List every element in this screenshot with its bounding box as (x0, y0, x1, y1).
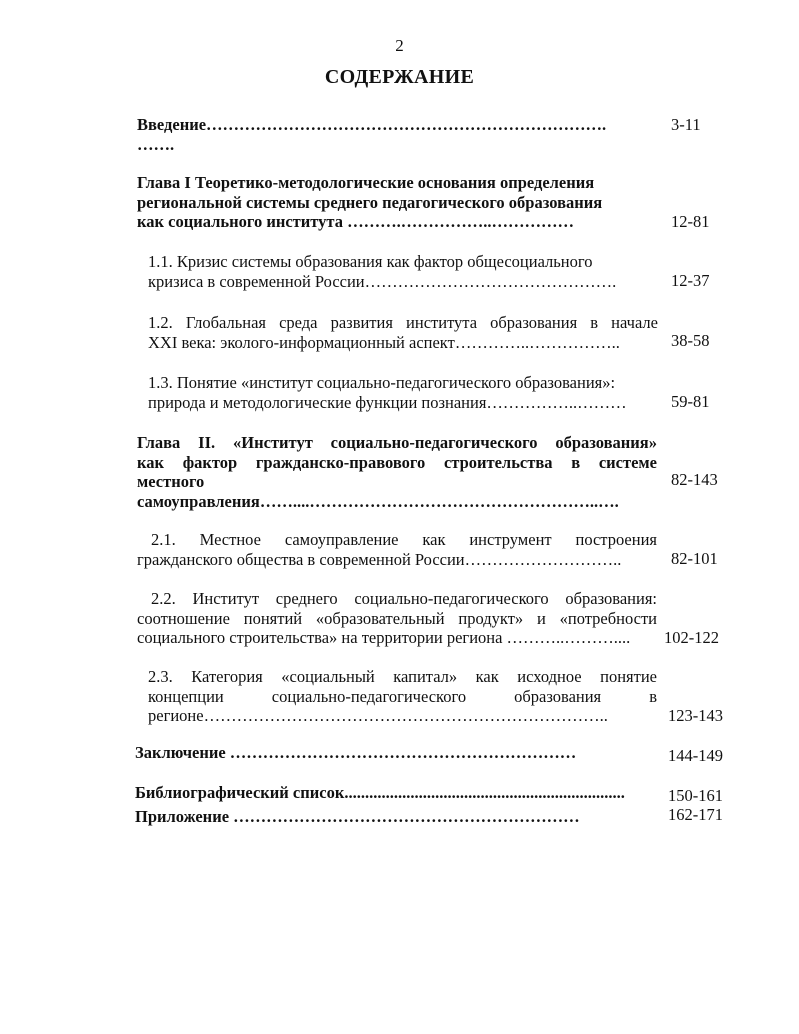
toc-page-range: 102-122 (664, 628, 719, 647)
toc-entry-text: 2.3. Категория «социальный капитал» как исходное понятие (148, 667, 657, 686)
toc-entry-chapter-1 (137, 173, 652, 232)
toc-page-range: 123-143 (668, 706, 723, 725)
toc-page-range: 162-171 (668, 805, 723, 824)
toc-entry-section-2-3 (148, 667, 657, 726)
toc-entry-section-1-2 (148, 313, 658, 352)
toc-entry-text: Глава I Теоретико-методологические основания определения (137, 173, 595, 192)
toc-entry-text: 2.2. Институт среднего социально-педагогического образования: (151, 589, 657, 608)
toc-entry-text: концепции социально-педагогического образования в (148, 686, 657, 706)
toc-entry-intro (137, 115, 652, 154)
toc-entry-text: природа и методологические функции познания……………..……… (148, 392, 627, 412)
toc-page-range: 12-37 (671, 271, 710, 290)
toc-entry-section-1-3 (148, 373, 652, 412)
toc-entry-text: 1.1. Кризис системы образования как фактор общесоциального (148, 252, 593, 271)
toc-entry-bibliography (135, 783, 655, 803)
toc-entry-text: Библиографический список.................................................................... (135, 783, 625, 802)
toc-entry-conclusion (135, 743, 655, 763)
toc-entry-section-2-1 (137, 530, 657, 569)
toc-entry-text: XXI века: эколого-информационный аспект…………..…………….. (148, 332, 620, 352)
toc-entry-text: как социального института ……….……………..…………… (137, 212, 574, 231)
toc-page-range: 38-58 (671, 331, 710, 350)
toc-entry-text: Заключение ……………………………………………………… (135, 743, 577, 762)
toc-entry-text: кризиса в современной России………………………………………. (148, 271, 617, 291)
toc-entry-text: региональной системы среднего педагогического образования (137, 192, 603, 212)
toc-entry-text: ……. (137, 134, 175, 154)
toc-entry-text: социального строительства» на территории региона ………..……….... (137, 628, 631, 647)
toc-page-range: 3-11 (671, 115, 701, 134)
toc-entry-text: соотношение понятий «образовательный продукт» и «потребности (137, 608, 657, 628)
page-number: 2 (395, 36, 404, 55)
toc-entry-text: Приложение ……………………………………………………… (135, 807, 580, 826)
toc-entry-text: Глава II. «Институт социально-педагогического образования» (137, 433, 657, 452)
toc-entry-chapter-2 (137, 433, 657, 511)
toc-page-range: 59-81 (671, 392, 710, 411)
toc-page-range: 150-161 (668, 786, 723, 805)
toc-entry-text: 2.1. Местное самоуправление как инструмент построения (151, 530, 657, 549)
toc-entry-text: Введение………………………………………………………………. (137, 115, 607, 134)
toc-entry-text: регионе……………………………………………………………….. (148, 706, 608, 725)
toc-page-range: 12-81 (671, 212, 710, 231)
toc-entry-appendix (135, 807, 655, 827)
toc-entry-text: как фактор гражданско-правового строительства в системе (137, 452, 657, 472)
toc-page-range: 82-143 (671, 470, 718, 489)
toc-entry-text: 1.3. Понятие «институт социально-педагогического образования»: (148, 373, 616, 392)
toc-page-range: 144-149 (668, 746, 723, 765)
page-title: СОДЕРЖАНИЕ (324, 66, 475, 88)
toc-entry-text: самоуправления……....……………………………………………..…. (137, 491, 619, 511)
toc-entry-section-2-2 (137, 589, 657, 648)
toc-entry-section-1-1 (148, 252, 652, 291)
toc-page-range: 82-101 (671, 549, 718, 568)
toc-entry-text: гражданского общества в современной России……………………….. (137, 549, 622, 569)
toc-entry-text: 1.2. Глобальная среда развития института образования в начале (148, 313, 658, 332)
toc-entry-text: местного (137, 472, 205, 491)
